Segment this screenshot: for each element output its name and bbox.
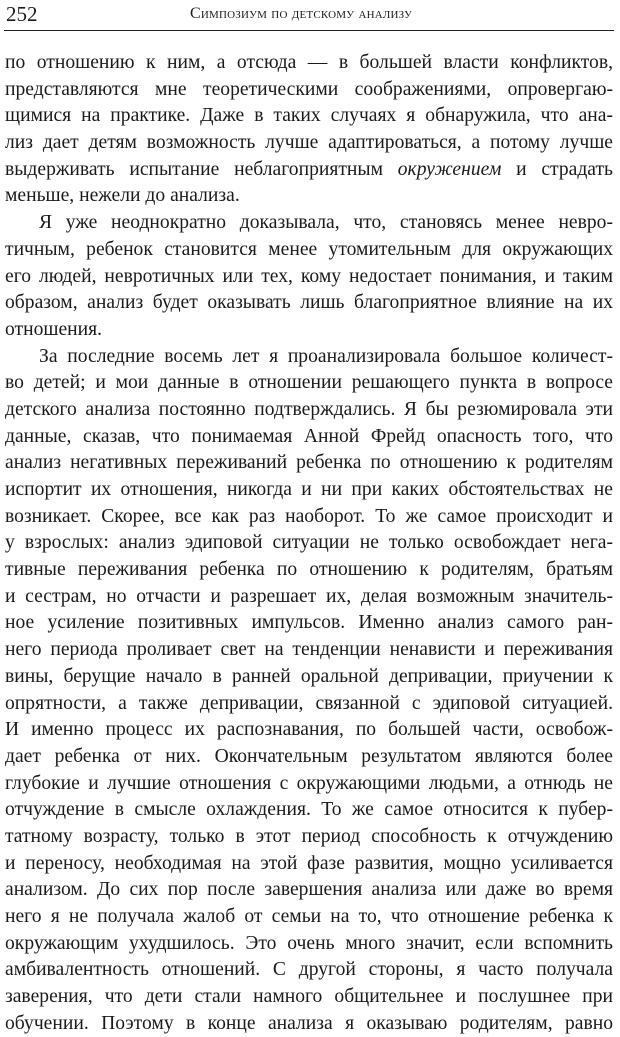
text-line: щимися на практике. Даже в таких случаях я обнаружила, что ана- (5, 105, 613, 127)
page-header (4, 0, 614, 31)
body-text (5, 50, 613, 1037)
text-line: тивные переживания ребенка по отношению к родителям, братьям (5, 559, 613, 581)
text-line: детского анализа постоянно подтверждались. Я бы резюмировала эти (5, 398, 613, 420)
text-line: и переносу, необходимая на этой фазе развития, мощно усиливается (5, 852, 613, 874)
text-line: анализом. До сих пор после завершения анализа или даже во время (5, 879, 613, 901)
text-line: во детей; и мои данные в отношении решающего пункта в вопросе (5, 372, 613, 394)
text-line: и сестрам, но отчасти и разрешает их, делая возможным значитель- (5, 585, 613, 607)
text-line: И именно процесс их распознавания, по большей части, освобож- (5, 719, 613, 741)
text-line: его людей, невротичных или тех, кому недостает понимания, и таким (5, 265, 613, 287)
paragraph-start-line: За последние восемь лет я проанализировала большое количест- (39, 345, 613, 367)
text-line: анализ негативных переживаний ребенка по отношению к родителям (5, 452, 613, 474)
text-line: амбивалентность отношений. С другой стороны, я часто получала (5, 959, 613, 981)
text-line: вины, берущие начало в ранней оральной депривации, приучении к (5, 665, 613, 687)
paragraph-start-line: Я уже неоднократно доказывала, что, становясь менее невро- (39, 212, 613, 234)
text-line: возникает. Скорее, все как раз наоборот. То же самое происходит и (5, 505, 613, 527)
text-line: окружающим ухудшилось. Это очень много значит, если вспомнить (5, 932, 613, 954)
text-line: испортит их отношения, никогда и ни при каких обстоятельствах не (5, 479, 613, 500)
text-line: по отношению к ним, а отсюда — в большей власти конфликтов, (5, 52, 613, 73)
text-line: лиз дает детям возможность лучше адаптироваться, а потому лучше (5, 132, 613, 154)
text-line: отчуждение в смысле охлаждения. То же самое относится к пубер- (5, 799, 613, 821)
text-line: него я не получала жалоб от семьи на то, что отношение ребенка к (5, 906, 613, 927)
text-line: обучении. Поэтому в конце анализа я оказываю родителям, равно (5, 1012, 613, 1034)
text-line: опрятности, а также депривации, связанной с эдиповой ситуацией. (5, 692, 613, 714)
text-line: ное усиление позитивных импульсов. Именно анализ самого ран- (5, 612, 613, 634)
text-line: данные, сказав, что понимаемая Анной Фрейд опасность того, что (5, 425, 613, 447)
text-line: дает ребенка от них. Окончательным результатом являются более (5, 745, 613, 767)
text-line: образом, анализ будет оказывать лишь благоприятное влияние на их (5, 292, 613, 314)
text-line: у взрослых: анализ эдиповой ситуации не только освобождает нега- (5, 532, 613, 554)
page-number: 252 (6, 2, 38, 26)
italic-word: окружением (397, 158, 502, 180)
paragraph-end-line: меньше, нежели до анализа. (5, 185, 240, 207)
text-fragment: и страдать (501, 158, 613, 180)
text-line: глубокие и лучшие отношения с окружающими людьми, а отнюдь не (5, 772, 613, 794)
text-line: представляются мне теоретическими соображениями, опровергаю- (5, 78, 613, 100)
text-line: него периода проливает свет на тенденции ненависти и переживания (5, 639, 613, 661)
running-title: Симпозиум по детскому анализу (190, 5, 413, 22)
text-fragment: выдерживать испытание неблагоприятным (5, 158, 398, 180)
text-line: тичным, ребенок становится менее утомительным для окружающих (5, 238, 613, 260)
text-line: татному возрасту, только в этот период способность к отчуждению (5, 825, 613, 847)
text-line-with-italic (5, 157, 613, 184)
text-line: заверения, что дети стали намного общительнее и послушнее при (5, 986, 613, 1008)
paragraph-end-line: отношения. (5, 318, 103, 340)
